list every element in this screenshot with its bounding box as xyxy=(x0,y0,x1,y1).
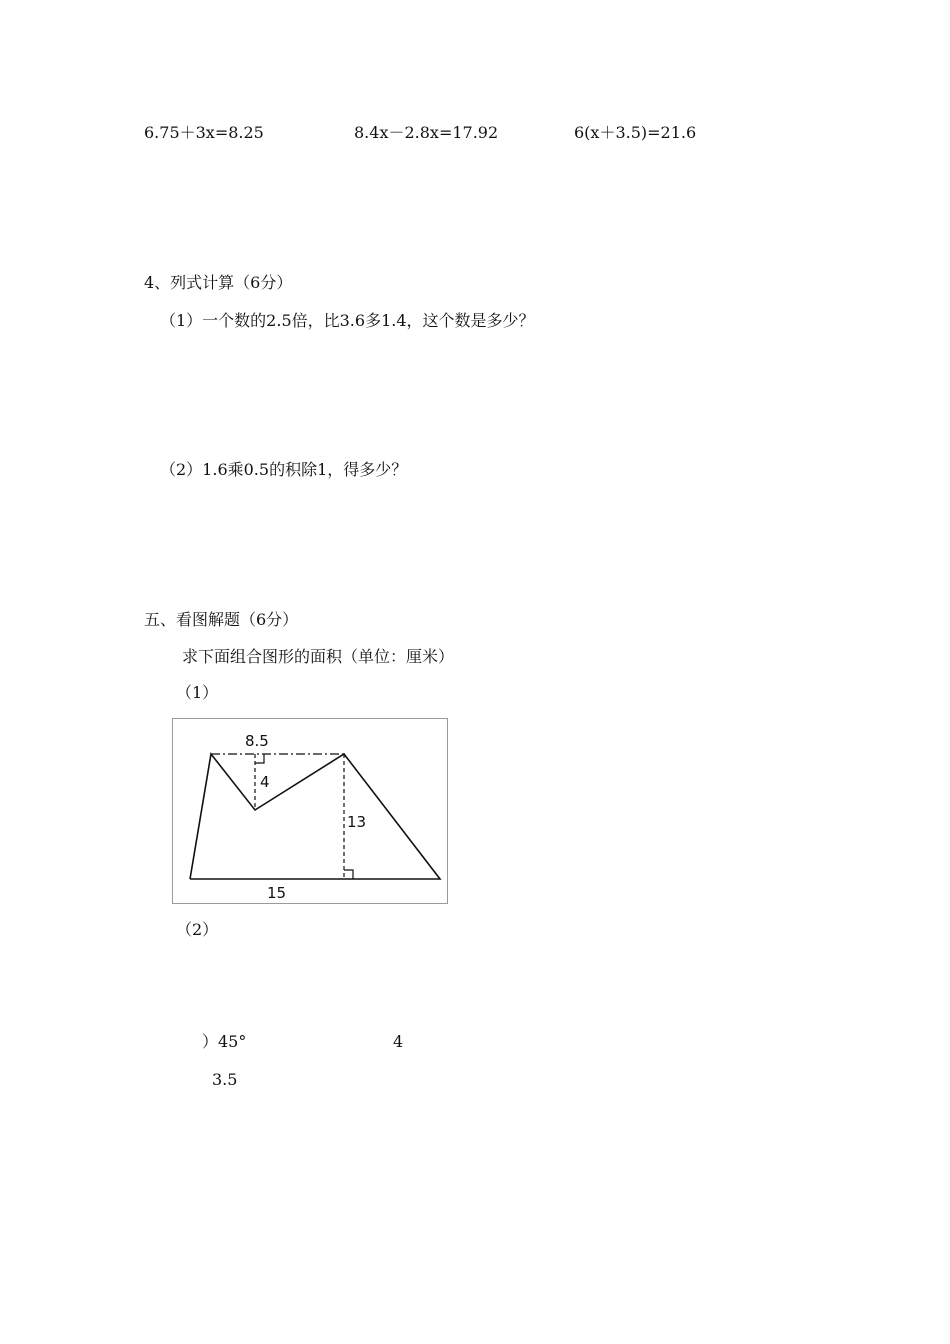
right-angle-mark-top xyxy=(255,754,264,763)
figure-2-label: （2） xyxy=(176,920,219,939)
figure-2-base: 3.5 xyxy=(212,1070,238,1089)
equation-1: 6.75＋3x=8.25 xyxy=(144,123,264,142)
label-height: 13 xyxy=(347,813,367,831)
section-5-instruction: 求下面组合图形的面积（单位：厘米） xyxy=(182,647,455,666)
figure-2-side: 4 xyxy=(393,1032,404,1051)
figure-1-label: （1） xyxy=(176,683,219,702)
shape-outline xyxy=(190,754,440,879)
equation-2: 8.4x－2.8x=17.92 xyxy=(354,123,499,142)
section-5-title: 五、看图解题（6分） xyxy=(144,610,299,629)
label-top: 8.5 xyxy=(245,732,269,750)
question-4-1: （1）一个数的2.5倍，比3.6多1.4，这个数是多少？ xyxy=(160,311,535,330)
figure-2-angle: ）45° xyxy=(202,1032,247,1051)
label-bottom: 15 xyxy=(267,884,287,902)
question-4-2: （2）1.6乘0.5的积除1，得多少？ xyxy=(160,460,408,479)
right-angle-mark-bottom xyxy=(344,870,353,879)
label-inner-height: 4 xyxy=(260,773,270,791)
figure-1-diagram xyxy=(173,719,447,903)
section-4-title: 4、列式计算（6分） xyxy=(144,273,293,292)
figure-1-composite-shape xyxy=(172,718,448,904)
equation-3: 6(x＋3.5)=21.6 xyxy=(574,123,697,142)
